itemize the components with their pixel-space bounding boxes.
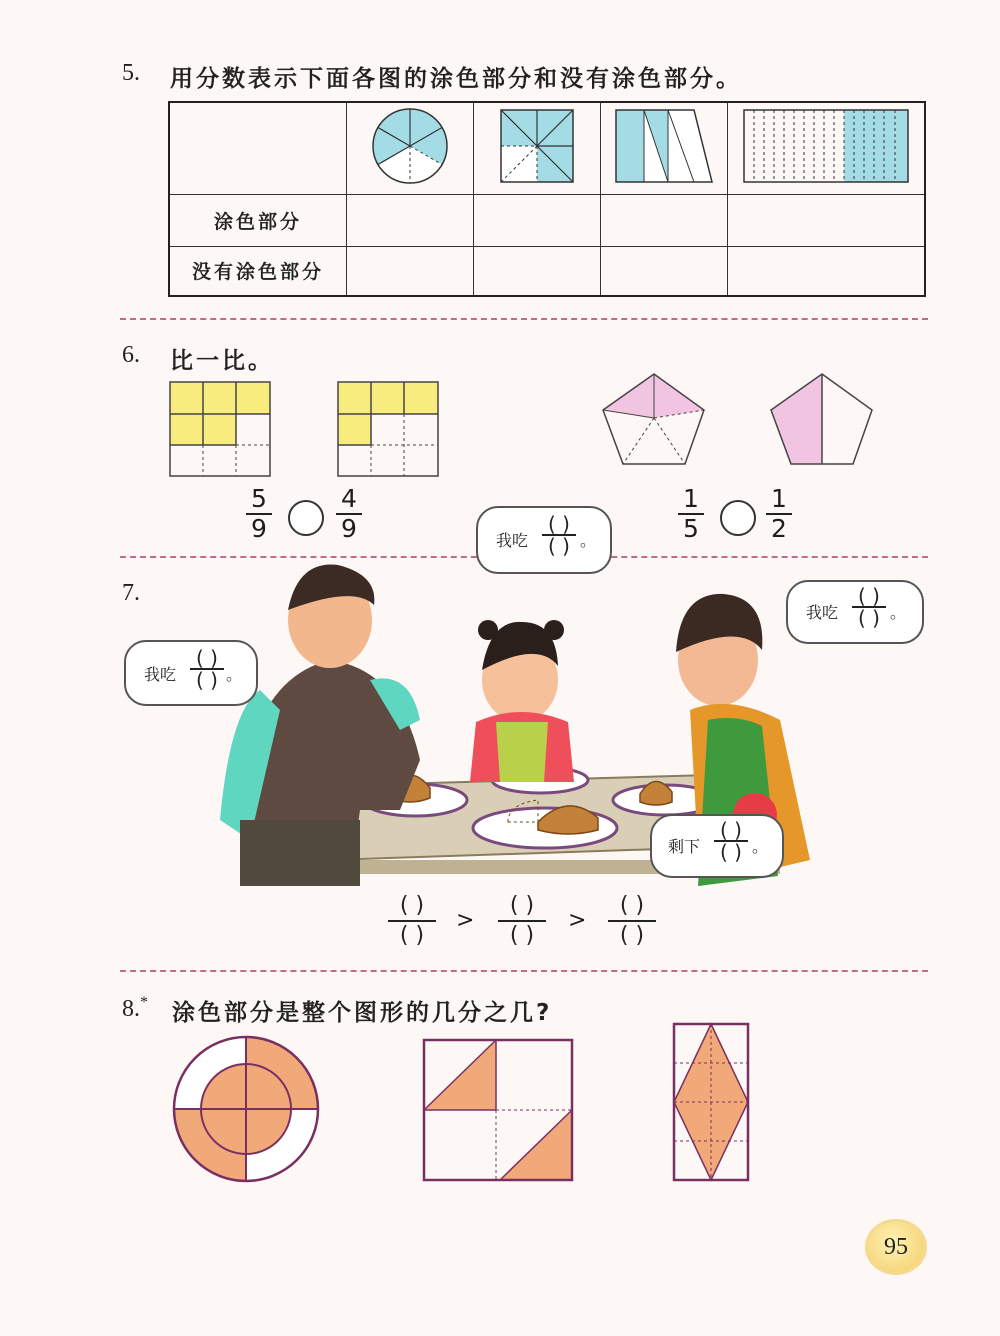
ordering-blank-fraction[interactable]	[608, 894, 656, 948]
ordering-blank-fraction[interactable]	[498, 894, 546, 948]
q5-prompt: 用分数表示下面各图的涂色部分和没有涂色部分。	[170, 66, 742, 92]
paren: ( )	[509, 893, 535, 918]
paren: ( )	[858, 606, 880, 630]
q6-number: 6.	[122, 342, 140, 368]
denominator: 9	[341, 514, 357, 543]
q8-ring-figure	[168, 1034, 324, 1184]
fraction	[766, 486, 792, 542]
bubble-period: 。	[752, 837, 769, 856]
paren: ( )	[196, 646, 218, 670]
fraction	[336, 486, 362, 542]
fraction	[678, 486, 704, 542]
paren: ( )	[858, 584, 880, 608]
q8-prompt: 涂色部分是整个图形的几分之几?	[172, 1000, 553, 1026]
speech-bubble-girl	[476, 506, 612, 574]
q8-number	[122, 994, 148, 1023]
q5-header-empty	[169, 102, 347, 194]
q5-number: 5.	[122, 60, 140, 86]
paren: ( )	[720, 818, 742, 842]
paren: ( )	[509, 923, 535, 948]
bubble-text: 我吃	[496, 531, 529, 550]
bubble-period: 。	[580, 531, 597, 550]
q6-pentagon-one-half	[768, 370, 876, 468]
paren: ( )	[619, 893, 645, 918]
paren: ( )	[196, 668, 218, 692]
q5-fig-square	[474, 102, 601, 194]
fraction	[246, 486, 272, 542]
q6-grid-four-ninths	[336, 380, 440, 478]
denominator: 5	[683, 514, 699, 543]
blank-fraction[interactable]	[714, 820, 748, 862]
q5-table	[168, 101, 926, 297]
q7-number: 7.	[122, 580, 140, 606]
numerator: 1	[683, 484, 699, 513]
q5-row-label-unshaded: 没有涂色部分	[169, 246, 347, 296]
q5-row-label-shaded: 涂色部分	[169, 194, 347, 246]
bubble-period: 。	[890, 603, 907, 622]
q5-answer-cell[interactable]	[474, 194, 601, 246]
q5-answer-cell[interactable]	[601, 194, 728, 246]
q5-fig-strips	[728, 102, 926, 194]
paren: ( )	[548, 512, 570, 536]
greater-than-sign: >	[568, 908, 587, 933]
compare-blank[interactable]	[720, 500, 756, 536]
numerator: 5	[251, 484, 267, 513]
q5-answer-cell[interactable]	[601, 246, 728, 296]
q5-answer-cell[interactable]	[728, 246, 926, 296]
speech-bubble-man	[124, 640, 258, 706]
q5-answer-cell[interactable]	[474, 246, 601, 296]
page-number-badge: 95	[868, 1222, 924, 1272]
q6-pentagon-one-fifth	[600, 370, 708, 468]
q6-grid-five-ninths	[168, 380, 272, 478]
q5-answer-cell[interactable]	[347, 246, 474, 296]
bubble-text: 我吃	[806, 603, 839, 622]
q8-square-triangles-figure	[420, 1036, 576, 1184]
denominator: 2	[771, 514, 787, 543]
greater-than-sign: >	[456, 908, 475, 933]
q5-fig-circle	[347, 102, 474, 194]
paren: ( )	[619, 923, 645, 948]
q6-prompt: 比一比。	[170, 348, 274, 374]
paren: ( )	[548, 534, 570, 558]
blank-fraction[interactable]	[852, 586, 886, 628]
numerator: 1	[771, 484, 787, 513]
bubble-period: 。	[226, 665, 243, 684]
section-divider	[120, 318, 928, 320]
paren: ( )	[399, 893, 425, 918]
q5-answer-cell[interactable]	[728, 194, 926, 246]
paren: ( )	[720, 840, 742, 864]
q5-fig-trapezoid	[601, 102, 728, 194]
blank-fraction[interactable]	[542, 514, 576, 556]
denominator: 9	[251, 514, 267, 543]
ordering-blank-fraction[interactable]	[388, 894, 436, 948]
q8-number-text: 8.	[122, 996, 140, 1022]
speech-bubble-woman	[786, 580, 924, 644]
blank-fraction[interactable]	[190, 648, 224, 690]
speech-bubble-leftover	[650, 814, 784, 878]
q8-rectangle-rhombus-figure	[670, 1020, 752, 1184]
bubble-text: 剩下	[668, 837, 701, 856]
compare-blank[interactable]	[288, 500, 324, 536]
bubble-text: 我吃	[144, 665, 177, 684]
q5-answer-cell[interactable]	[347, 194, 474, 246]
section-divider	[120, 970, 928, 972]
paren: ( )	[399, 923, 425, 948]
numerator: 4	[341, 484, 357, 513]
challenge-star: *	[140, 994, 148, 1011]
